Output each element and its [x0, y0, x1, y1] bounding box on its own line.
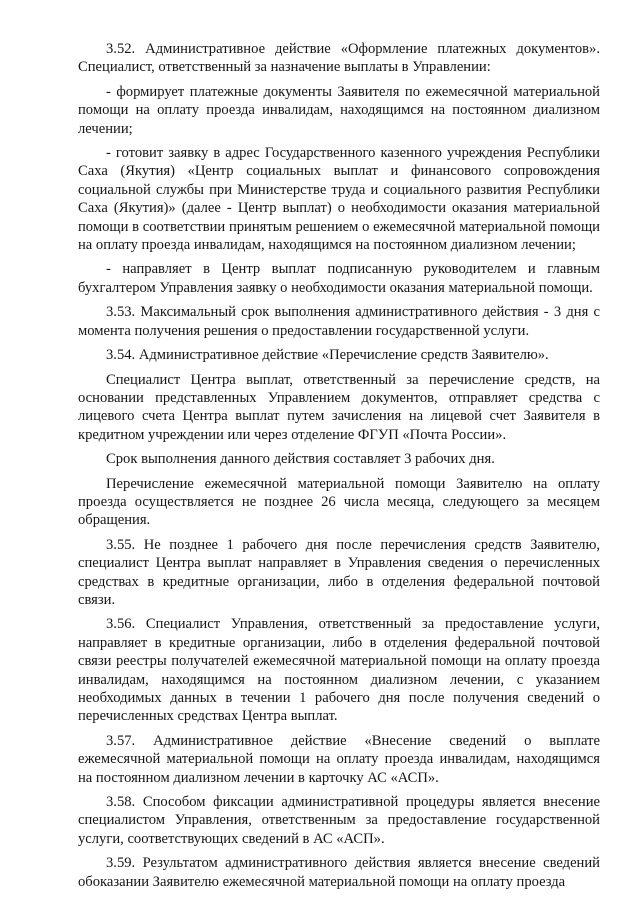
paragraph-3-52: 3.52. Административное действие «Оформление платежных документов». Специалист, ответственный за назначение выплаты в Управлении:: [78, 41, 600, 76]
paragraph-3-57: 3.57. Административное действие «Внесение сведений о выплате ежемесячной материальной помощи на оплату проезда инвалидам, находящимся на постоянном диализном лечении в карточку АС «АСП».: [78, 732, 600, 786]
paragraph-3-52-item-b: - готовит заявку в адрес Государственного казенного учреждения Республики Саха (Якутия) «Центр социальных выплат и финансового сопровождения социальной службы при Министерстве труда и социального развития Республики Саха (Якутия)» (далее - Центр выплат) о необходимости оказания материальной помощи в соответствии принятым решением о ежемесячной материальной помощи на оплату проезда инвалидам, находящимся на постоянном диализном лечении;: [78, 145, 600, 254]
paragraph-3-54-term: Срок выполнения данного действия составляет 3 рабочих дня.: [106, 451, 495, 468]
paragraph-3-52-item-c: - направляет в Центр выплат подписанную руководителем и главным бухгалтером Управления заявку о необходимости оказания материальной помощи.: [78, 261, 600, 296]
paragraph-3-55: 3.55. Не позднее 1 рабочего дня после перечисления средств Заявителю, специалист Центра выплат направляет в Управления сведения о перечисленных средствах в кредитные организации, либо в отделения федеральной почтовой связи.: [78, 536, 600, 608]
paragraph-3-54-transfer: Перечисление ежемесячной материальной помощи Заявителю на оплату проезда осуществляется не позднее 26 числа месяца, следующего за месяцем обращения.: [78, 475, 600, 529]
paragraph-3-59: 3.59. Результатом административного действия является внесение сведений обоказании Заявителю ежемесячной материальной помощи на оплату проезда: [78, 855, 600, 890]
paragraph-3-58: 3.58. Способом фиксации административной процедуры является внесение специалистом Управления, ответственным за предоставление государственной услуги, соответствующих сведений в АС «АСП».: [78, 794, 600, 847]
paragraph-3-54-body: Специалист Центра выплат, ответственный за перечисление средств, на основании представленных Управлением документов, отправляет средства с лицевого счета Центра выплат путем зачисления на лицевой счет Заявителя в кредитном учреждении или через отделение ФГУП «Почта России».: [78, 371, 600, 443]
paragraph-3-52-item-a: - формирует платежные документы Заявителя по ежемесячной материальной помощи на оплату проезда инвалидам, находящимся на постоянном диализном лечении;: [78, 83, 600, 137]
paragraph-3-56: 3.56. Специалист Управления, ответственный за предоставление услуги, направляет в кредитные организации, либо в отделения федеральной почтовой связи реестры получателей ежемесячной материальной помощи на оплату проезда инвалидам, находящимся на постоянном диализном лечении, с указанием необходимых данных в течении 1 рабочего дня после получения сведений о перечисленных средствах Центра выплат.: [78, 616, 600, 725]
paragraph-3-53: 3.53. Максимальный срок выполнения административного действия - 3 дня с момента получения решения о предоставлении государственной услуги.: [78, 304, 600, 339]
paragraph-3-54: 3.54. Административное действие «Перечисление средств Заявителю».: [106, 347, 549, 364]
